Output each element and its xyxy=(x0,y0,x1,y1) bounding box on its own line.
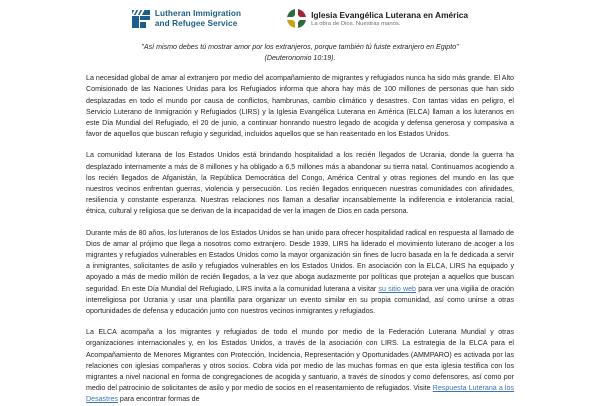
lirs-website-link[interactable]: su sitio web xyxy=(378,284,417,293)
paragraph-1: La necesidad global de amar al extranjero por medio del acompañamiento de migrantes y refugiados nunca ha sido más grande. El Alto Comisionado de las Naciones Unidas para los Refugiados informa que ahora hay más de 100 millones de personas que han sido desplazadas en todo el mundo por causa de conflictos, hambrunas, cambio climático y desastres. Con tantas vidas en peligro, el Servicio Luterano de Inmigración y Refugiados (LIRS) y la Iglesia Evangélica Luterana en América (ELCA) llaman a los luteranos en este Día Mundial del Refugiado, el 20 de junio, a continuar honrando nuestro legado de acogida y defensa generosa y compasiva a favor de aquellos que buscan refugio y seguridad, incluidos aquellos que se han reasentado en los Estados Unidos. xyxy=(86,74,514,139)
elca-logo-text xyxy=(311,10,468,28)
elca-cross-logo-icon xyxy=(287,9,306,28)
elca-logo-name: Iglesia Evangélica Luterana en América xyxy=(311,9,469,20)
lirs-logo-text xyxy=(155,9,241,28)
paragraph-3-text-after-link: para ver una vigilia de oración interreligiosa por Ucrania y usar una plantilla para organizar un evento similar en su propia comunidad, así como unirse a otras oportunidades de defensa y educación junto con nuestros vecinos inmigrantes y refugiados. xyxy=(86,284,515,316)
paragraph-2: La comunidad luterana de los Estados Unidos está brindando hospitalidad a los recién llegados de Ucrania, donde la guerra ha desplazado internamente a más de 8 millones y ha obligado a 6,5 millones más a abandonar su tierra natal. Continuamos acogiendo a los recién llegados de Afganistán, la República Democrática del Congo, América Central y otras regiones del mundo en las que nuestros vecinos enfrentan guerras, violencia y persecución. Los recién llegados enriquecen nuestras comunidades con afinidades, resiliencia y constante esperanza. Nuestras relaciones nos llaman a desafiar incansablemente la indiferencia e intolerancia racial, étnica, cultural y religiosa que se derivan de la incapacidad de ver la imagen de Dios en cada persona. xyxy=(86,151,514,216)
paragraph-3 xyxy=(86,228,514,318)
paragraph-4 xyxy=(86,327,514,405)
logo-header xyxy=(0,0,600,32)
elca-logo-tagline: La obra de Dios. Nuestras manos. xyxy=(311,20,401,27)
paragraph-4-text-after-link: para encontrar formas de xyxy=(117,395,200,404)
lutheran-disaster-response-link[interactable]: Respuesta Luterana a los Desastres xyxy=(86,384,514,404)
lirs-logo-line2: and Refugee Service xyxy=(154,18,238,28)
elca-logo xyxy=(287,9,468,28)
paragraph-4-text-before-link: La ELCA acompaña a los migrantes y refugiados de todo el mundo por medio de la Federación Luterana Mundial y otras organizaciones internacionales y, en los Estados Unidos, a través de la asociación con LIRS. La estrategia de la ELCA para el Acompañamiento de Menores Migrantes con Protección, Incidencia, Representación y Oportunidades (AMMPARO) es activada por las relaciones con iglesias compañeras y otros socios. Cobra vida por medio de las muchas formas en que esta iglesia testifica con los migrantes a nivel nacional en forma de congregaciones de acogida y santuario, a través de sínodos y como defensores, así como por medio del patrocinio de solicitantes de asilo y por medio de socios en el reasentamiento de refugiados. Visite xyxy=(86,328,514,393)
paragraph-3-text-before-link: Durante más de 80 años, los luteranos de los Estados Unidos se han unido para ofrecer hospitalidad radical en respuesta al llamado de Dios de amar al prójimo que llega a nosotros como extranjero. Desde 1939, LIRS ha liderado el movimiento luterano de acoger a los migrantes y refugiados vulnerables en Estados Unidos como la mayor organización sin fines de lucro basada en la fe dedicada a servir a inmigrantes, solicitantes de asilo y refugiados vulnerables en los Estados Unidos. En asociación con la ELCA, LIRS ha equipado y apoyado a más de medio millón de recién llegados, a la vez que aboga audazmente por políticas que protejan a aquellos que buscan seguridad. En este Día Mundial del Refugiado, LIRS invita a la comunidad luterana a visitar xyxy=(86,228,514,293)
scripture-quote-text: "Así mismo debes tú mostrar amor por los extranjeros, porque también tú fuiste extranjero en Egipto" xyxy=(141,43,459,52)
scripture-quote xyxy=(52,42,548,64)
body-copy xyxy=(86,73,514,405)
lirs-logo xyxy=(132,9,241,28)
scripture-quote-reference: (Deuteronomio 10:19). xyxy=(264,54,336,63)
lirs-logo-icon xyxy=(132,10,150,28)
lirs-logo-line1: Lutheran Immigration xyxy=(154,9,242,18)
